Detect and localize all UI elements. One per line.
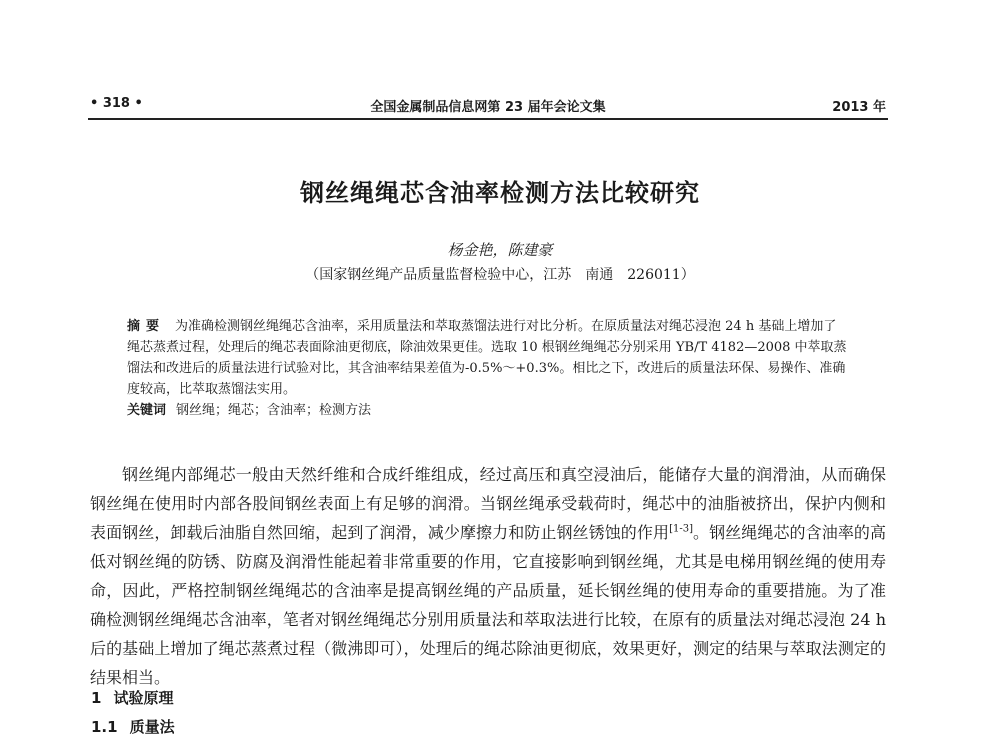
abstract-block — [127, 316, 847, 421]
abstract-label: 摘要 — [127, 319, 166, 334]
subsection-title: 质量法 — [129, 718, 175, 736]
intro-text-end: 。钢丝绳绳芯的含油率的高低对钢丝绳的防锈、防腐及润滑性能起着非常重要的作用，它直接影响到钢丝绳，尤其是电梯用钢丝绳的使用寿命，因此，严格控制钢丝绳绳芯的含油率是提高钢丝绳的产品质量，延长钢丝绳的使用寿命的重要措施。为了准确检测钢丝绳绳芯含油率，笔者对钢丝绳绳芯分别用质量法和萃取法进行比较，在原有的质量法对绳芯浸泡 24 h 后的基础上增加了绳芯蒸煮过程（微沸即可），处理后的绳芯除油更彻底，效果更好，测定的结果与萃取法测定的结果相当。 — [90, 523, 886, 687]
body-text — [90, 460, 886, 692]
affiliation: （国家钢丝绳产品质量监督检验中心，江苏 南通 226011） — [305, 267, 695, 283]
publication-year: 2013 年 — [832, 100, 886, 115]
keywords — [127, 400, 847, 421]
citation: [1-3] — [669, 523, 693, 535]
abstract — [127, 316, 847, 400]
section-heading — [91, 687, 173, 708]
page-number: • 318 • — [90, 96, 143, 111]
intro-text-start: 钢丝绳内部绳芯一般由天然纤维和合成纤维组成，经过高压和真空浸油后，能储存大量的润滑油，从而确保钢丝绳在使用时内部各股间钢丝表面上有足够的润滑。当钢丝绳承受载荷时，绳芯中的油脂被挤出，保护内侧和表面钢丝，卸载后油脂自然回缩，起到了润滑，减少摩擦力和防止钢丝锈蚀的作用 — [90, 465, 886, 542]
abstract-text: 为准确检测钢丝绳绳芯含油率，采用质量法和萃取蒸馏法进行对比分析。在原质量法对绳芯浸泡 24 h 基础上增加了绳芯蒸煮过程，处理后的绳芯表面除油更彻底，除油效果更佳。选取 10 根钢丝绳绳芯分别采用 YB/T 4182—2008 中萃取蒸馏法和改进后的质量法进行试验对比，其含油率结果差值为-0.5%～+0.3%。相比之下，改进后的质量法环保、易操作、准确度较高，比萃取蒸馏法实用。 — [127, 319, 847, 397]
subsection-heading — [91, 716, 175, 737]
journal-name: 全国金属制品信息网第 23 届年会论文集 — [370, 100, 606, 115]
section-number: 1 — [91, 689, 102, 707]
authors: 杨金艳，陈建豪 — [447, 241, 553, 259]
intro-paragraph — [90, 460, 886, 692]
keywords-text: 钢丝绳；绳芯；含油率；检测方法 — [176, 403, 372, 418]
section-title: 试验原理 — [113, 689, 174, 707]
keywords-label: 关键词 — [127, 403, 167, 418]
running-header — [88, 96, 888, 120]
subsection-number: 1.1 — [91, 718, 118, 736]
paper-title: 钢丝绳绳芯含油率检测方法比较研究 — [300, 179, 700, 207]
